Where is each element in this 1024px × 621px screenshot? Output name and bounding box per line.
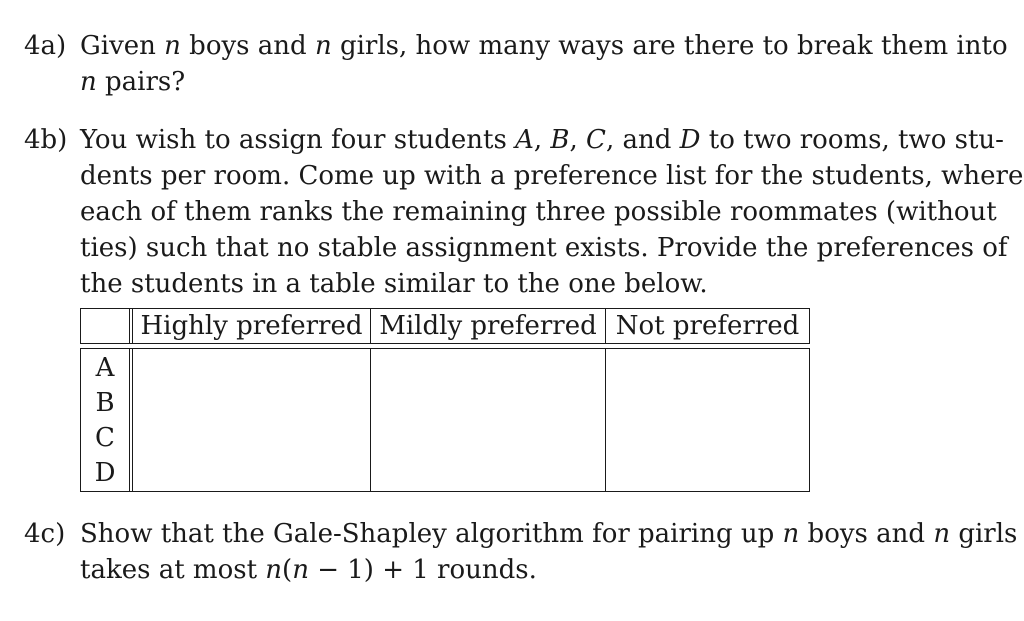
math-variable: D — [679, 125, 701, 155]
student-column — [81, 349, 133, 491]
highly-preferred-column — [133, 349, 371, 491]
math-variable: n — [292, 555, 309, 585]
problem-4b-line-2: dents per room. Come up with a preference list for the students, where — [80, 161, 1024, 191]
math-variable: n — [314, 31, 332, 61]
problem-4c — [24, 516, 1018, 588]
text-segment: , — [533, 125, 551, 155]
header-cell-highly-preferred: Highly preferred — [133, 309, 371, 343]
math-variable: n — [80, 67, 97, 97]
text-segment: , and — [605, 125, 680, 155]
problem-4a-text — [80, 28, 1008, 100]
text-segment: Show that the Gale-Shapley algorithm for pairing up — [80, 519, 783, 549]
math-variable: A — [515, 125, 534, 155]
student-c: C — [95, 423, 115, 453]
mildly-preferred-column — [371, 349, 606, 491]
math-variable: C — [586, 125, 606, 155]
problem-4c-line-2 — [80, 552, 984, 588]
math-variable: n — [933, 519, 951, 549]
preference-table — [80, 308, 810, 492]
problem-4b-label: 4b) — [24, 125, 68, 155]
math-variable: n — [164, 31, 181, 61]
text-segment: girls, how many ways are there to break them into — [331, 31, 1008, 61]
math-variable: B — [550, 125, 570, 155]
problem-4c-text — [80, 516, 1018, 588]
problem-4b-text — [80, 122, 1024, 302]
problem-4b-line-3: each of them ranks the remaining three possible roommates (without — [80, 197, 997, 227]
problem-4a-line-2 — [80, 64, 984, 100]
problem-4c-line-1 — [80, 516, 1018, 552]
problem-4b — [24, 122, 1024, 302]
text-segment: You wish to assign four students — [80, 125, 516, 155]
header-cell-empty — [81, 309, 133, 343]
text-segment: pairs? — [96, 67, 186, 97]
table-body-row — [80, 348, 810, 492]
text-segment: , — [569, 125, 587, 155]
student-b: B — [95, 388, 115, 418]
student-a: A — [95, 353, 115, 383]
student-d: D — [94, 458, 116, 488]
problem-4b-line-1 — [80, 122, 1004, 158]
problem-4a-line-1 — [80, 28, 1008, 64]
text-segment: Given — [80, 31, 165, 61]
text-segment: − 1) + 1 rounds. — [308, 555, 537, 585]
text-segment: girls — [950, 519, 1018, 549]
text-segment: boys and — [799, 519, 934, 549]
text-segment: to two rooms, two stu- — [700, 125, 1004, 155]
header-cell-mildly-preferred: Mildly preferred — [371, 309, 606, 343]
not-preferred-column — [606, 349, 809, 491]
problem-4b-line-5: the students in a table similar to the one below. — [80, 269, 708, 299]
text-segment: boys and — [180, 31, 315, 61]
math-variable: n — [782, 519, 800, 549]
header-cell-not-preferred: Not preferred — [615, 311, 800, 341]
problem-4a-label: 4a) — [24, 31, 67, 61]
table-header-row — [80, 308, 810, 344]
text-segment: ( — [282, 555, 293, 585]
problem-4a — [24, 28, 1008, 100]
problem-4c-label: 4c) — [24, 519, 66, 549]
problem-4b-line-4: ties) such that no stable assignment exists. Provide the preferences of — [80, 233, 1008, 263]
text-segment: takes at most — [80, 555, 266, 585]
math-variable: n — [265, 555, 283, 585]
